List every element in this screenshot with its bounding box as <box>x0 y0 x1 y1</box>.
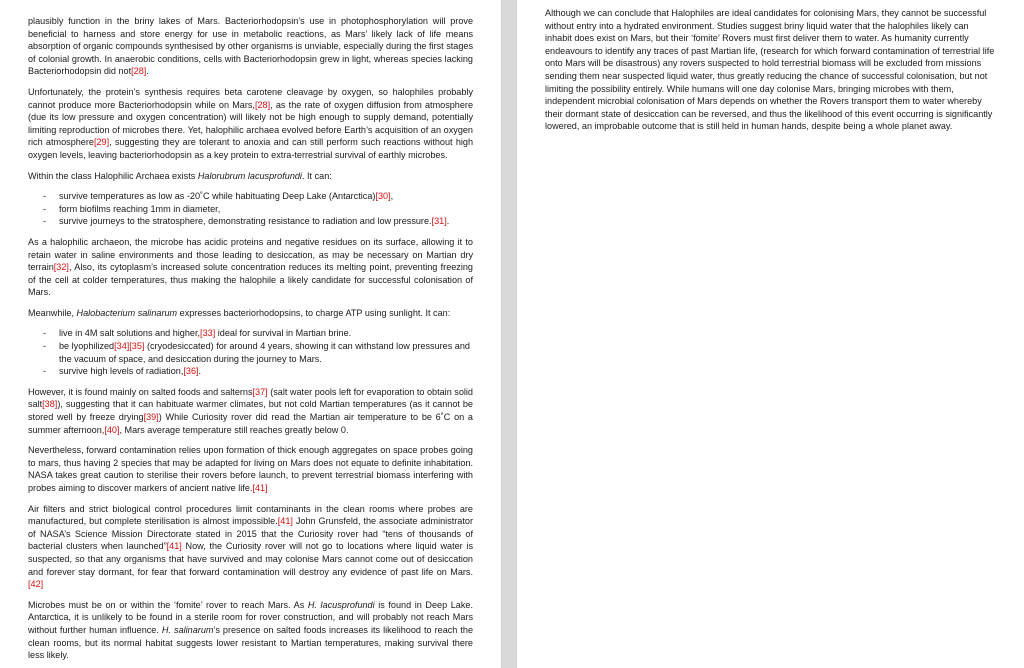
citation-link[interactable]: [36] <box>183 366 199 377</box>
document-page-left <box>0 0 502 668</box>
paragraph-8: Air filters and strict biological control procedures limit contaminants in the clean rooms where probes are manufactured, but complete sterilisation is almost impossible.[41] John Grunsfeld, the associate administrator of NASA’s Science Mission Directorate stated in 2015 that the Curiosity rover had “tens of thousands of bacterial clusters when launched”[41] Now, the Curiosity rover will not go to locations where liquid water is suspected, so that any organisms that have survived and may colonise Mars cannot come out of desiccation and forever stay dormant, for fear that forward contamination will destroy any evidence of past life on Mars.[42] <box>28 503 473 590</box>
document-page-right <box>516 0 1024 668</box>
citation-link[interactable]: [39] <box>143 412 159 423</box>
page-gap <box>502 0 516 668</box>
species-name: Halorubrum lacusprofundi <box>197 170 302 181</box>
paragraph-7: Nevertheless, forward contamination relies upon formation of thick enough aggregates on space probes going to mars, thus having 2 species that may be adapted for living on Mars does not equate to definite inhabitation. NASA takes great caution to sterilise their rovers before launch, to prevent terrestrial biomass interfering with probes aiming to discover markers of ancient native life.[41] <box>28 445 473 493</box>
list-item: - survive temperatures as low as -20˚C while habituating Deep Lake (Antarctica)[30], <box>28 190 473 203</box>
citation-link[interactable]: [30] <box>375 191 391 202</box>
list-item: - survive high levels of radiation,[36]. <box>28 365 473 378</box>
citation-link[interactable]: [29] <box>93 137 110 148</box>
paragraph-5: Meanwhile, Halobacterium salinarum expresses bacteriorhodopsins, to charge ATP using sunlight. It can: <box>28 307 451 318</box>
citation-link[interactable]: [33] <box>200 328 216 339</box>
bullet-list-2 <box>28 327 473 377</box>
citation-link[interactable]: [41] <box>166 541 182 552</box>
citation-link[interactable]: [41] <box>252 483 268 493</box>
bullet-list-1 <box>28 190 473 228</box>
citation-link[interactable]: [31] <box>431 216 447 227</box>
paragraph-1: plausibly function in the briny lakes of Mars. Bacteriorhodopsin’s use in photophosphorylation will prove beneficial to harness and store energy for use in metabolic reactions, as Mars’ likely lack of life means absorption of organic compounds synthesised by other organisms is unviable, especially during the first stages of colonial growth. In anaerobic conditions, cells with Bacteriorhodopsin grew in light, whereas species lacking Bacteriorhodopsin did not[28]. <box>28 16 473 77</box>
paragraph-3: Within the class Halophilic Archaea exists Halorubrum lacusprofundi. It can: <box>28 170 332 181</box>
paragraph-6: However, it is found mainly on salted foods and salterns[37] (salt water pools left for evaporation to obtain solid salt[38]), suggesting that it can habituate warmer climates, but not cold Martian temperatures (as it cannot be stored well by freeze drying[39]) While Curiosity rover did read the Martian air temperature to be 6˚C on a summer afternoon,[40], Mars average temperature still reaches greatly below 0. <box>28 386 473 435</box>
list-item: - survive journeys to the stratosphere, demonstrating resistance to radiation and low pressure.[31]. <box>28 215 473 228</box>
citation-link[interactable]: [37] <box>252 386 268 397</box>
list-item: - be lyophilized[34][35] (cryodesiccated) for around 4 years, showing it can withstand low pressures and the vacuum of space, and desiccation during the journey to Mars. <box>28 340 473 365</box>
citation-link[interactable]: [28] <box>254 99 271 110</box>
citation-link[interactable]: [41] <box>277 516 293 527</box>
citation-link[interactable]: [42] <box>28 579 44 590</box>
species-name: H. salinarum <box>161 624 214 635</box>
list-item: - live in 4M salt solutions and higher,[33] ideal for survival in Martian brine. <box>28 327 473 340</box>
citation-link[interactable]: [32] <box>53 262 69 273</box>
paragraph-conclusion: Although we can conclude that Halophiles are ideal candidates for colonising Mars, they cannot be successful without entry into a hydrated environment. Studies suggest briny liquid water that the halophiles likely can inhabit does exist on Mars, but their ‘fomite’ Rovers must first deliver them to water. As humanity currently endeavours to identify any traces of past Martian life, (research for which forward contamination of terrestrial life onto Mars will be disastrous) any rovers suspected to hold terrestrial biomass will be excluded from missions sending them near suspected liquid water, thus greatly reducing the chance of successful colonisation, but not limiting the possibility entirely. While humans will one day colonise Mars, bringing microbes with them, independent microbial colonisation of Mars depends on whether the Rovers transport them to water whereby their dormant state of desiccation can be reversed, and thus the likelihood of this event occurring is significantly lowered, an improbable outcome that is still held in human hands, despite being a whole planet away. <box>545 8 995 132</box>
species-name: H. lacusprofundi <box>307 599 375 610</box>
citation-link[interactable]: [40] <box>104 424 120 435</box>
citation-link[interactable]: [28] <box>131 66 147 77</box>
list-item: - form biofilms reaching 1mm in diameter, <box>28 203 473 216</box>
paragraph-4: As a halophilic archaeon, the microbe has acidic proteins and negative residues on its surface, allowing it to retain water in saline environments and those leading to desiccation, as may be necessary on Martian dry terrain[32], Also, its cytoplasm’s increased solute concentration reduces its melting point, preventing freezing of the cell at colder temperatures, thus making the halophile a likely candidate for successful colonisation of Mars. <box>28 236 473 298</box>
paragraph-2: Unfortunately, the protein’s synthesis requires beta carotene cleavage by oxygen, so halophiles probably cannot produce more Bacteriorhodopsin while on Mars,[28], as the rate of oxygen diffusion from atmosphere (due its low pressure and oxygen concentration) will likely not be high enough to supply demand, potentially limiting reproduction of microbes there. Yet, halophilic archaea evolved before Earth’s acquisition of an oxygen rich atmosphere[29], suggesting they are tolerant to anoxia and can still perform such reactions without high oxygen levels, leaving bacteriorhodopsin as a key protein to extra-terrestrial survival of earthly microbes. <box>28 86 474 160</box>
citation-link[interactable]: [34][35] <box>114 341 145 352</box>
paragraph-9: Microbes must be on or within the ‘fomite’ rover to reach Mars. As H. lacusprofundi is found in Deep Lake. Antarctica, it is unlikely to be found in a sterile room for rover construction, and will probably not reach Mars without further human influence. H. salinarum’s presence on salted foods increases its likelihood to reach the clean rooms, but its normal habitat suggests lower resistant to Martian temperatures, making survival there less likely. <box>28 599 474 661</box>
citation-link[interactable]: [38] <box>42 399 58 410</box>
species-name: Halobacterium salinarum <box>76 307 178 318</box>
